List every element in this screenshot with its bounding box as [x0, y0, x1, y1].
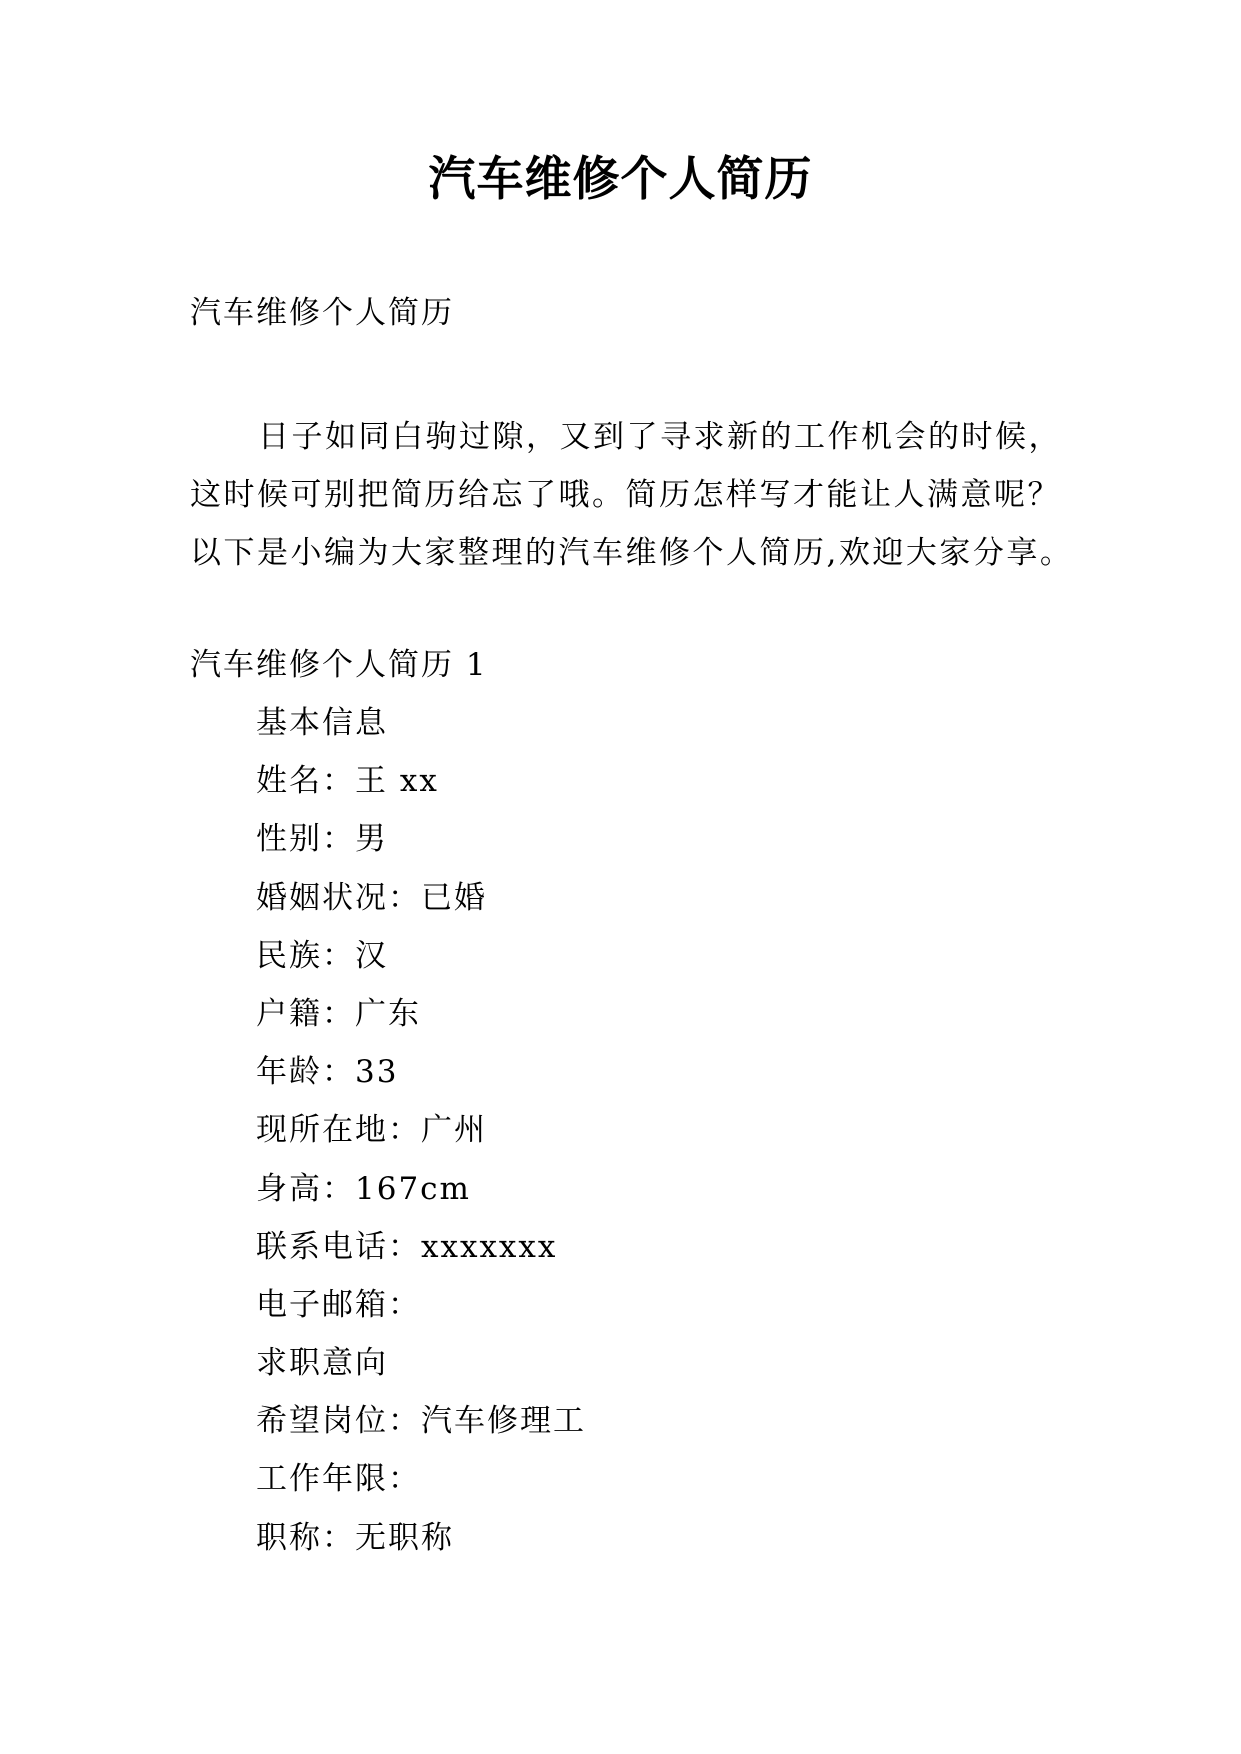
intro-line: 日子如同白驹过隙，又到了寻求新的工作机会的时候，: [258, 419, 1062, 455]
info-item-gender: 性别：男: [256, 821, 388, 858]
info-heading-basic: 基本信息: [256, 705, 388, 741]
info-heading-job-intention: 求职意向: [256, 1345, 388, 1382]
info-item-current-location: 现所在地：广州: [256, 1112, 487, 1149]
info-item-name: 姓名：王 xx: [256, 763, 439, 800]
info-item-ethnicity: 民族：汉: [256, 937, 388, 974]
intro-line: 这时候可别把简历给忘了哦。简历怎样写才能让人满意呢？: [190, 477, 1061, 513]
info-item-household-registration: 户籍：广东: [256, 995, 421, 1032]
info-item-desired-position: 希望岗位：汽车修理工: [256, 1403, 586, 1440]
resume-info-list: [256, 703, 586, 1576]
info-item-phone: 联系电话：xxxxxxx: [256, 1228, 558, 1265]
info-item-work-years: 工作年限：: [256, 1461, 421, 1498]
intro-line: 以下是小编为大家整理的汽车维修个人简历,欢迎大家分享。: [190, 535, 1074, 571]
info-item-professional-title: 职称：无职称: [256, 1519, 454, 1556]
info-item-marital-status: 婚姻状况：已婚: [256, 879, 487, 916]
intro-paragraph: [190, 408, 1080, 582]
section-heading: 汽车维修个人简历 1: [190, 647, 488, 683]
page-title: 汽车维修个人简历: [428, 152, 813, 207]
info-item-age: 年龄：33: [256, 1054, 399, 1091]
info-item-height: 身高：167cm: [256, 1170, 471, 1207]
document-subtitle: 汽车维修个人简历: [190, 295, 454, 331]
info-item-email: 电子邮箱：: [256, 1286, 421, 1323]
